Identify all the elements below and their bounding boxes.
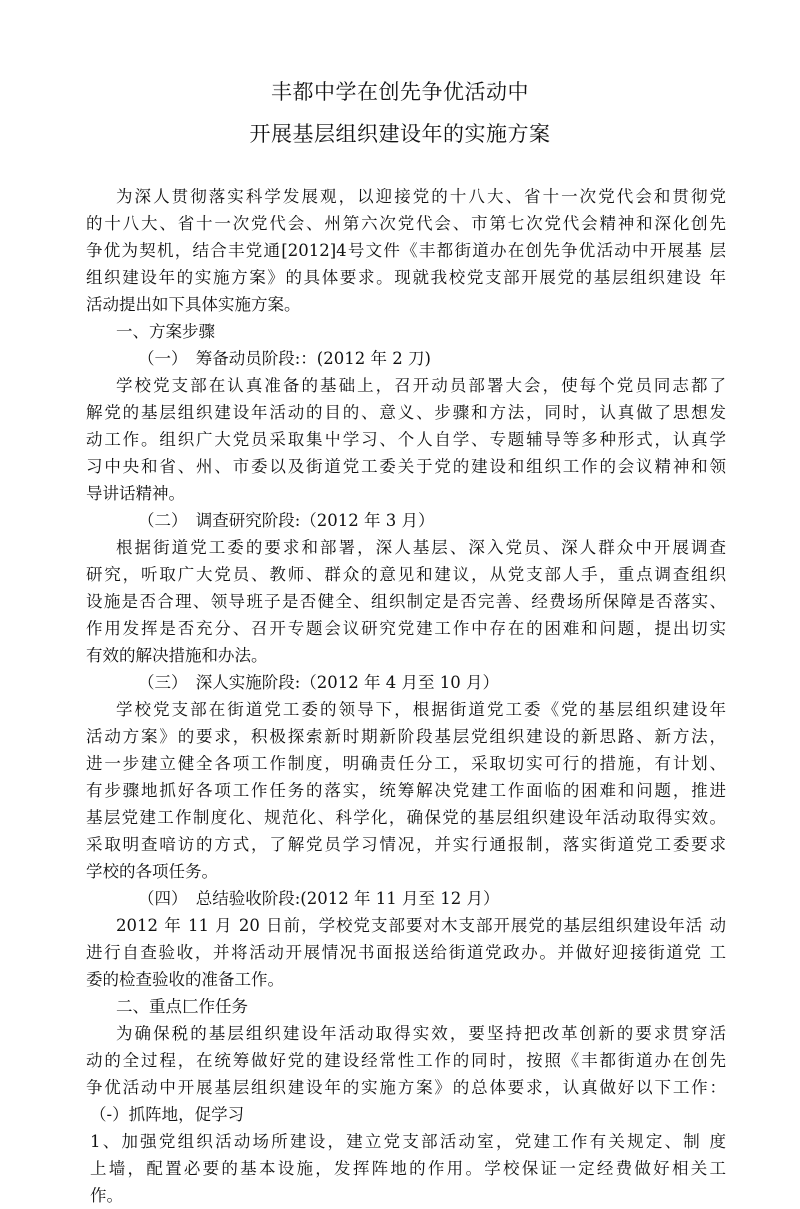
subsection-heading: （-）抓阵地，促学习 xyxy=(90,1105,245,1124)
section-heading: 二、重点匚作任务 xyxy=(116,997,248,1016)
body-line: 研究，听取广大党员、教师、群众的意见和建议，从党支部人手，重点调查组织 xyxy=(86,565,726,584)
body-line: 活动方案》的要求，积极探索新时期新阶段基层党组织建设的新思路、新方法， xyxy=(86,727,726,746)
document-title-line-1: 丰都中学在创先争优活动中 xyxy=(271,80,529,104)
body-line: 争优为契机，结合丰党通[2012]4号文件《丰都街道办在创先争优活动中开展基 层 xyxy=(86,241,726,260)
body-line: 作用发挥是否充分、召开专题会议研究党建工作中存在的困难和问题，提出切实 xyxy=(86,619,726,638)
body-line: 进一步建立健全各项工作制度，明确责任分工，采取切实可行的措施，有计划、 xyxy=(86,754,726,773)
body-line: 组织建设年的实施方案》的具体要求。现就我校党支部开展党的基层组织建设 年 xyxy=(86,268,726,287)
body-line: 导讲话精神。 xyxy=(86,484,185,503)
body-line: 的十八大、省十一次党代会、州第六次党代会、市第七次党代会精神和深化创先 xyxy=(86,214,726,233)
body-line: 委的检查验收的准备工作。 xyxy=(86,970,284,989)
body-line: 2012 年 11 月 20 日前，学校党支部要对木支部开展党的基层组织建设年活 动 xyxy=(116,916,726,935)
subsection-heading: （一） 筹备动员阶段:：(2012 年 2 刀) xyxy=(138,349,431,368)
subsection-heading: （四） 总结验收阶段:(2012 年 11 月至 12 月） xyxy=(138,889,500,908)
section-heading: 一、方案步骤 xyxy=(116,322,215,341)
body-line: 设施是否合理、领导班子是否健全、组织制定是否完善、经费场所保障是否落实、 xyxy=(86,592,726,611)
body-line: 作。 xyxy=(90,1186,123,1205)
document-body xyxy=(86,183,726,1209)
body-line: 动工作。组织广大党员采取集屮学习、个人自学、专题辅导等多种形式，认真学 xyxy=(86,430,726,449)
body-line: 动的全过程，在统筹做好党的建设经常性工作的同时，按照《丰都街道办在创先 xyxy=(86,1051,726,1070)
body-line: 争优活动中开展基层组织建设年的实施方案》的总体要求，认真做好以下工作： xyxy=(86,1078,726,1097)
body-line: 学校党支部在认真准备的基础上，召开动员部署大会，使每个党员同志都了 xyxy=(116,376,726,395)
body-line: 习中央和省、州、市委以及街道党工委关于党的建设和组织工作的会议精神和领 xyxy=(86,457,726,476)
body-line: 学校党支部在街道党工委的领导下，根据街道党工委《党的基层组织建设年 xyxy=(116,700,726,719)
body-line: 有效的解决措施和办法。 xyxy=(86,646,268,665)
document-title-line-2: 开展基层组织建设年的实施方案 xyxy=(249,122,551,146)
body-line: 进行自查验收，并将活动开展情况书面报送给街道党政办。并做好迎接街道党 工 xyxy=(86,943,726,962)
body-line: 采取明查喑访的方式，了解党员学习情况，并实行通报制，落实街道党工委要求 xyxy=(86,835,726,854)
body-line: 为深人贯彻落实科学发展观，以迎接党的十八大、省十一次党代会和贯彻党 xyxy=(116,187,726,206)
body-line: 有步骤地抓好各项工作任务的落实，统筹解决党建工作面临的困难和问题，推进 xyxy=(86,781,726,800)
body-line: 解党的基层组织建设年活动的目的、意义、步骤和方法，同时，认真做了思想发 xyxy=(86,403,726,422)
body-line: 1、加强党组织活动场所建设，建立党支部活动室，党建工作有关规定、制 度 xyxy=(90,1132,726,1151)
subsection-heading: （三） 深人实施阶段:（2012 年 4 月至 10 月） xyxy=(138,673,500,692)
body-line: 学校的各项任务。 xyxy=(86,862,218,881)
body-line: 活动提出如下具体实施方案。 xyxy=(86,295,301,314)
body-line: 基层党建工作制度化、规范化、科学化，确保党的基层组织建设年活动取得实效。 xyxy=(86,808,726,827)
body-line: 上墙，配置必要的基本设施，发挥阵地的作用。学校保证一定经费做好相关工 xyxy=(90,1159,726,1178)
body-line: 根据街道党工委的要求和部署，深人基层、深入党员、深人群众中开展调查 xyxy=(116,538,726,557)
subsection-heading: （二） 调查研究阶段:（2012 年 3 月） xyxy=(138,511,435,530)
body-line: 为确保税的基层组织建设年活动取得实效，要坚持把改革创新的要求贯穿活 xyxy=(116,1024,726,1043)
